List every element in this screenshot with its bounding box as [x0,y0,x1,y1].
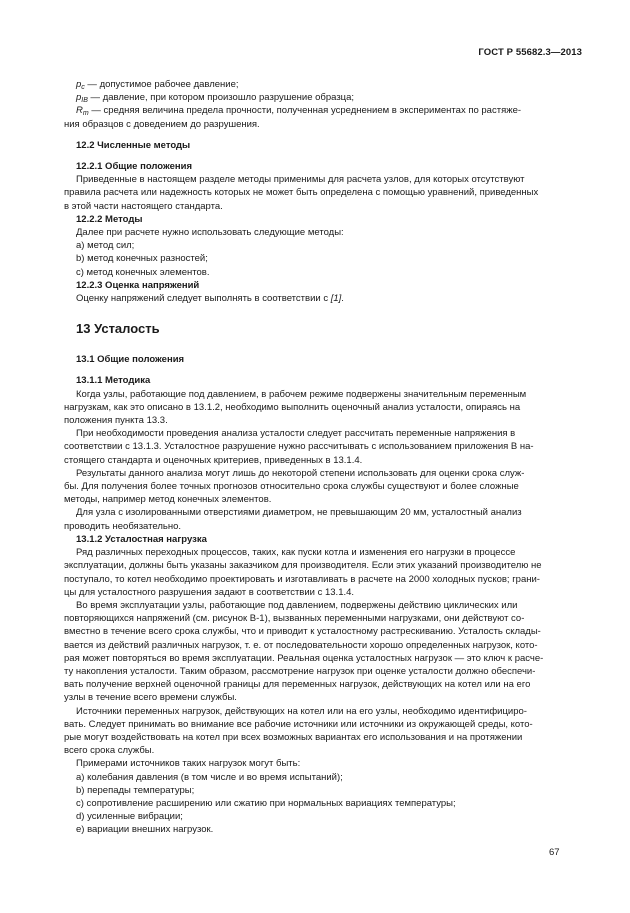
definition-continuation: ния образцов с доведением до разрушения. [64,118,260,130]
paragraph-line: рые могут воздействовать на котел при всех возможных вариантах его использования и на протяжении [64,731,523,743]
paragraph-line: соответствии с 13.1.3. Усталостное разрушение нужно рассчитывать с использованием приложения В на- [64,441,534,453]
paragraph-line: поступало, то котел необходимо проектировать и изготавливать в расчете на 2000 холодных пусков; грани- [64,573,540,585]
paragraph-line: рая может повторяться во время эксплуатации. Реальная оценка усталостных нагрузок — это ключ к расче- [64,652,544,664]
stress-assessment-line: Оценку напряжений следует выполнять в соответствии с [1]. [76,293,344,305]
list-item: e) вариации внешних нагрузок. [76,824,214,836]
paragraph-line: проводить необязательно. [64,520,182,532]
paragraph-line: всего срока службы. [64,745,155,757]
paragraph-line: правила расчета или надежность которых не может быть определена с помощью уравнений, приведенных [64,187,539,199]
paragraph-line: Во время эксплуатации узлы, работающие под давлением, подвержены действию циклических или [76,599,518,611]
bibliography-reference: [1] [330,293,342,305]
section-13-1-title: 13.1 Общие положения [76,354,185,366]
definition-rm: $R_m$ — средняя величина предела прочности, полученная усреднением в экспериментах по растяже- [76,105,522,118]
paragraph-line: в этой части настоящего стандарта. [64,200,223,212]
section-13-1-1-title: 13.1.1 Методика [76,375,151,387]
definition-pib: $p_{IB}$ — давление, при котором произошло разрушение образца; [76,92,355,105]
page-number: 67 [549,847,560,858]
paragraph-line: Результаты данного анализа могут лишь до некоторой степени использовать для оценки срока служ- [76,467,525,479]
list-item: c) метод конечных элементов. [76,266,210,278]
paragraph-line: Ряд различных переходных процессов, таких, как пуски котла и изменения его нагрузки в процессе [76,547,516,559]
paragraph-line: бы. Для получения более точных прогнозов относительно срока службы существуют и более сложные [64,481,519,493]
section-12-2-title: 12.2 Численные методы [76,139,191,151]
paragraph-line: нагрузкам, как это описано в 13.1.2, необходимо выполнить оценочный анализ усталости, опираясь на [64,401,521,413]
page-content [64,78,583,837]
section-12-2-2-title: 12.2.2 Методы [76,213,143,225]
paragraph-line: Примерами источников таких нагрузок могут быть: [76,758,301,770]
paragraph-line: При необходимости проведения анализа усталости следует рассчитать переменные напряжения в [76,428,516,440]
paragraph-line: Далее при расчете нужно использовать следующие методы: [76,227,344,239]
paragraph-line: узлы в течение всего времени службы. [64,692,237,704]
paragraph-line: Приведенные в настоящем разделе методы применимы для расчета узлов, для которых отсутствуют [76,174,525,186]
paragraph-line: вается из действий различных нагрузок, т. е. от последовательности хорошо определенных нагрузок, кото- [64,639,538,651]
list-item: a) метод сил; [76,240,135,252]
section-13-1-2-title: 13.1.2 Усталостная нагрузка [76,533,207,545]
paragraph-line: вать. Следует принимать во внимание все рабочие источники или источники из окружающей среды, кото- [64,718,533,730]
section-12-2-1-title: 12.2.1 Общие положения [76,161,192,173]
list-item: d) усиленные вибрации; [76,811,183,823]
paragraph-line: Источники переменных нагрузок, действующих на котел или на его узлы, необходимо идентифициро- [76,705,527,717]
list-item: a) колебания давления (в том числе и во время испытаний); [76,771,343,783]
paragraph-line: цы для усталостного разрушения задают в соответствии с 13.1.4. [64,586,355,598]
paragraph-line: методы, например метод конечных элементов. [64,494,272,506]
paragraph-line: вать получение верхней оценочной границы для переменных нагрузок, действующих на котел или на его [64,679,531,691]
section-12-2-3-title: 12.2.3 Оценка напряжений [76,279,200,291]
section-13-title: 13 Усталость [76,321,160,337]
paragraph-line: повторяющихся напряжений (см. рисунок В-1), вызванных переменными нагрузками, они действуют со- [64,613,525,625]
standard-header: ГОСТ Р 55682.3—2013 [478,47,582,58]
paragraph-line: положения пункта 13.3. [64,415,168,427]
paragraph-line: Когда узлы, работающие под давлением, в рабочем режиме подвержены значительным переменным [76,388,527,400]
paragraph-line: эксплуатации, должны быть указаны заказчиком для производителя. Если этих указаний производителю не [64,560,542,572]
paragraph-line: ту накопления усталости. Таким образом, рассмотрение нагрузок при оценке усталости должно обеспечи- [64,665,536,677]
paragraph-line: вместно в течение всего срока службы, что и приводит к усталостному растрескиванию. Усталость склады- [64,626,541,638]
paragraph-line: стоящего стандарта и оценочных критериев, приведенных в 13.1.4. [64,454,363,466]
list-item: c) сопротивление расширению или сжатию при нормальных вариациях температуры; [76,797,456,809]
list-item: b) перепады температуры; [76,784,195,796]
paragraph-line: Для узла с изолированными отверстиями диаметром, не превышающим 20 мм, усталостный анализ [76,507,522,519]
list-item: b) метод конечных разностей; [76,253,208,265]
definition-pc: $p_c$ — допустимое рабочее давление; [76,79,239,91]
